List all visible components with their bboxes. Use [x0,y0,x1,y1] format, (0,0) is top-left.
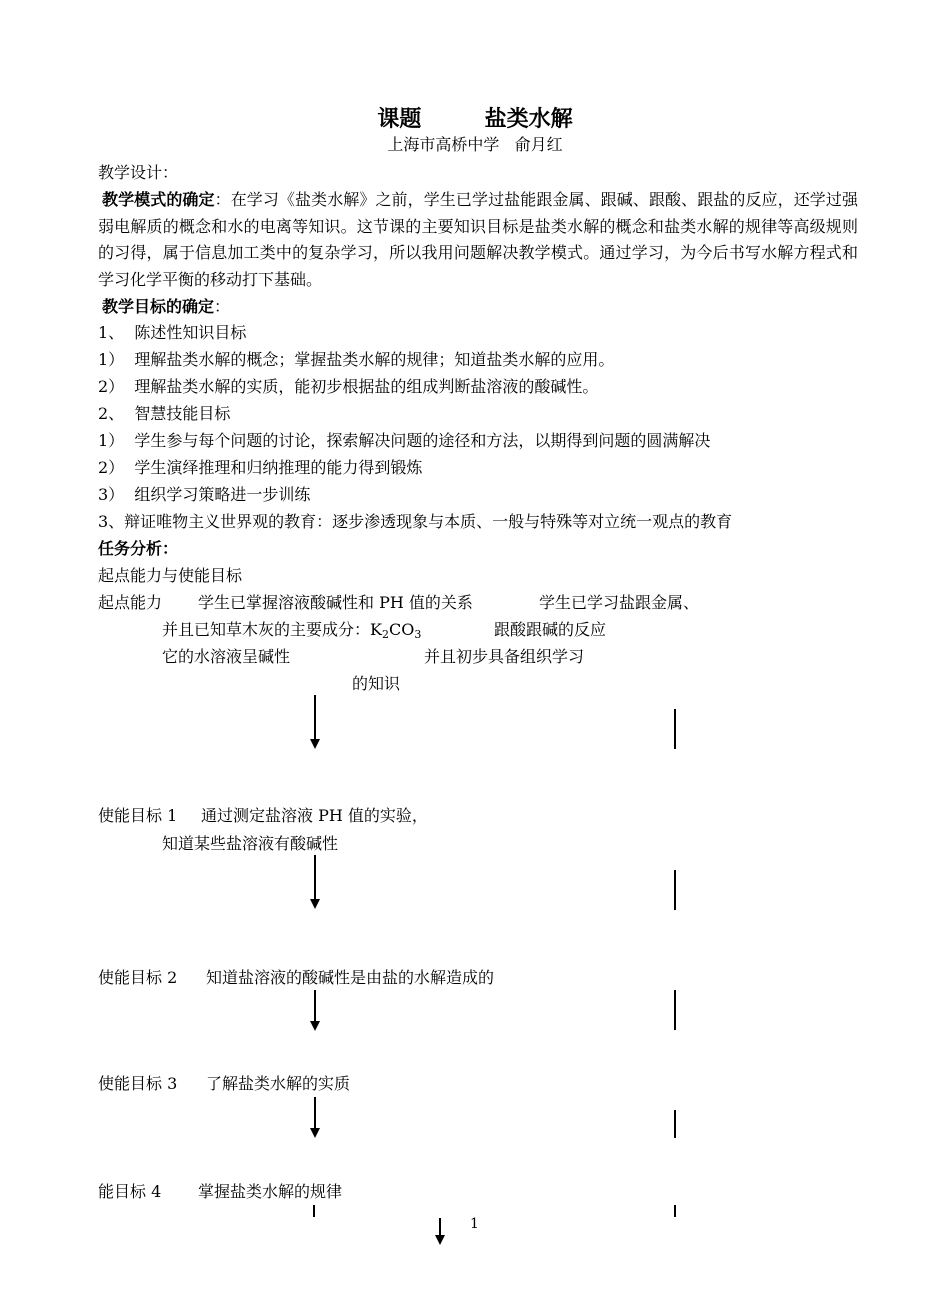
title-part1: 课题 [377,106,422,132]
goal4-label: 能目标 4 [98,1182,162,1201]
goal-item: 3） 组织学习策略进一步训练 [98,485,311,504]
goal-item: 1） 学生参与每个问题的讨论，探索解决问题的途径和方法，以期得到问题的圆满解决 [98,431,711,450]
vertical-line [674,709,676,749]
subscript-2: 2 [381,628,389,641]
start-label: 起点能力 [98,593,163,612]
start-left-line2-co: CO [388,620,415,639]
start-right-line4: 的知识 [352,674,401,693]
goal2-label: 使能目标 2 [98,968,178,987]
goals-heading: 教学目标的确定 [102,297,215,316]
vertical-line [674,1205,676,1217]
goal-item: 1、 陈述性知识目标 [98,323,247,342]
author-line: 上海市高桥中学 俞月红 [387,135,563,154]
start-left-line1: 学生已掌握溶液酸碱性和 PH 值的关系 [198,593,473,612]
goal-item: 1） 理解盐类水解的概念；掌握盐类水解的规律；知道盐类水解的应用。 [98,350,615,369]
goal1-label: 使能目标 1 [98,806,178,825]
goal-item: 2） 理解盐类水解的实质，能初步根据盐的组成判断盐溶液的酸碱性。 [98,377,599,396]
mode-heading: 教学模式的确定 [102,190,215,209]
vertical-line [674,870,676,910]
mode-paragraph [98,187,858,293]
down-arrow-icon [435,1218,445,1246]
document-title [0,104,950,134]
goal4-text: 掌握盐类水解的规律 [198,1182,343,1201]
down-arrow-icon [310,1097,320,1139]
start-right-line1: 学生已学习盐跟金属、 [539,593,700,612]
start-left-line2 [162,620,421,640]
goal2-text: 知道盐溶液的酸碱性是由盐的水解造成的 [206,968,495,987]
start-left-line2-text: 并且已知草木灰的主要成分：K [162,620,382,639]
down-arrow-icon [310,990,320,1032]
vertical-line [674,990,676,1030]
mode-text: ：在学习《盐类水解》之前，学生已学过盐能跟金属、跟碱、跟酸、跟盐的反应，还学过强弱电解质的概念和水的电离等知识。这节课的主要知识目标是盐类水解的概念和盐类水解的规律等高级规则的习得，属于信息加工类中的复杂学习，所以我用问题解决教学模式。通过学习，为今后书写水解方程式和学习化学平衡的移动打下基础。 [98,190,858,289]
title-part2: 盐类水解 [484,106,573,132]
goal1-text2: 知道某些盐溶液有酸碱性 [162,834,339,853]
down-arrow-icon [310,855,320,910]
design-label: 教学设计： [98,163,179,182]
goals-heading-line [102,297,230,317]
goal3-label: 使能目标 3 [98,1074,178,1093]
start-left-line3: 它的水溶液呈碱性 [162,647,291,666]
vertical-line [674,1110,676,1138]
page-number: 1 [470,1216,479,1232]
goals-colon: ： [214,297,231,316]
subscript-3: 3 [414,628,422,641]
task-heading: 任务分析： [98,539,179,558]
goal-item: 2） 学生演绎推理和归纳推理的能力得到锻炼 [98,458,423,477]
goal-item: 3、辩证唯物主义世界观的教育：逐步渗透现象与本质、一般与特殊等对立统一观点的教育 [98,512,733,531]
down-arrow-icon [310,695,320,750]
start-right-line2: 跟酸跟碱的反应 [494,620,607,639]
vertical-line [313,1205,315,1217]
start-right-line3: 并且初步具备组织学习 [424,647,585,666]
goal1-text1: 通过测定盐溶液 PH 值的实验， [201,806,428,825]
task-subheading: 起点能力与使能目标 [98,566,243,585]
goal3-text: 了解盐类水解的实质 [206,1074,351,1093]
goal-item: 2、 智慧技能目标 [98,404,231,423]
